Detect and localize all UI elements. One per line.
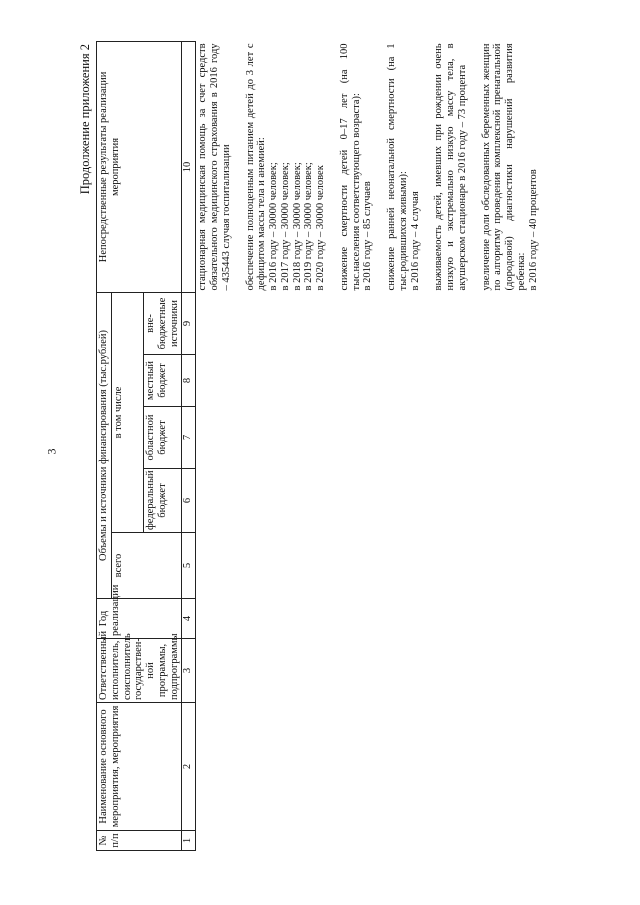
- result-item: [245, 43, 327, 290]
- result-line: в 2020 году – 30000 человек: [315, 165, 326, 291]
- activities-table: [96, 41, 552, 851]
- cell-regional: [196, 407, 553, 469]
- column-number: 4: [182, 599, 196, 639]
- column-number: 8: [182, 355, 196, 407]
- cell-name: [196, 703, 553, 831]
- result-line: в 2016 году – 40 процентов: [527, 169, 539, 291]
- column-number: 7: [182, 407, 196, 469]
- header-year: Год реализации: [97, 599, 182, 639]
- cell-offbudget: [196, 292, 553, 354]
- table-row: [196, 41, 553, 850]
- result-item: [481, 43, 540, 290]
- column-number: 3: [182, 639, 196, 703]
- cell-local: [196, 355, 553, 407]
- result-item: [339, 43, 374, 290]
- header-total: всего: [111, 533, 182, 599]
- cell-executor: [196, 639, 553, 703]
- header-num: № п/п: [97, 831, 182, 851]
- column-number: 9: [182, 292, 196, 354]
- header-regional: областной бюджет: [144, 407, 182, 469]
- result-line: в 2016 году – 4 случая: [409, 191, 421, 291]
- header-executor: Ответственный исполнитель, соисполнитель государствен-ной программы, подпрограммы: [97, 639, 182, 703]
- result-text: стационарная медицинская помощь за счет средств обязательного медицинского страхования в 2016 году – 435443 случая госпитализации: [197, 43, 232, 291]
- rotated-page-content: [66, 0, 640, 905]
- appendix-caption: Продолжение приложения 2: [78, 44, 92, 195]
- column-number: 6: [182, 469, 196, 533]
- header-funding: Объемы и источники финансирования (тыс.рублей): [97, 292, 112, 598]
- cell-num: [196, 831, 553, 851]
- column-number: 5: [182, 533, 196, 599]
- header-offbudget: вне-бюджетные источники: [144, 292, 182, 354]
- cell-year: [196, 599, 553, 639]
- result-text: снижение ранней неонатальной смертности (на 1 тыс.родившихся живыми):: [386, 43, 409, 291]
- result-item: [197, 43, 232, 290]
- header-local: местный бюджет: [144, 355, 182, 407]
- result-text: снижение смертности детей 0–17 лет (на 100 тыс.населения соответствующего возраста):: [338, 43, 362, 291]
- header-results: Непосредственные результаты реализации мероприятия: [97, 41, 182, 292]
- result-line: в 2016 году – 85 случаев: [362, 181, 374, 291]
- column-number-row: [182, 41, 196, 850]
- result-item: [433, 43, 468, 290]
- cell-total: [196, 533, 553, 599]
- result-item: [386, 43, 421, 290]
- column-number: 10: [182, 41, 196, 292]
- cell-federal: [196, 469, 553, 533]
- header-including: в том числе: [111, 292, 143, 532]
- header-federal: федеральный бюджет: [144, 469, 182, 533]
- result-text: увеличение доли обследованных беременных женщин по алгоритму проведения комплексной пренатальной (дородовой) диагностики нарушений развития ребенка:: [480, 43, 527, 291]
- header-name: Наименование основного мероприятия, мероприятия: [97, 703, 182, 831]
- result-line: в 2018 году – 30000 человек;: [291, 162, 303, 291]
- result-line: в 2017 году – 30000 человек;: [279, 162, 291, 291]
- page-number: 3: [44, 448, 59, 455]
- result-line: в 2016 году – 30000 человек;: [268, 162, 279, 291]
- column-number: 1: [182, 831, 196, 851]
- cell-results: [196, 41, 553, 292]
- column-number: 2: [182, 703, 196, 831]
- result-text: обеспечение полноценным питанием детей до 3 лет с дефицитом массы тела и анемией:: [244, 43, 268, 291]
- result-line: в 2019 году – 30000 человек;: [303, 162, 315, 291]
- result-text: выживаемость детей, имевших при рождении очень низкую и экстремально низкую массу тела, в акушерском стационаре в 2016 году – 73 процента: [433, 43, 468, 291]
